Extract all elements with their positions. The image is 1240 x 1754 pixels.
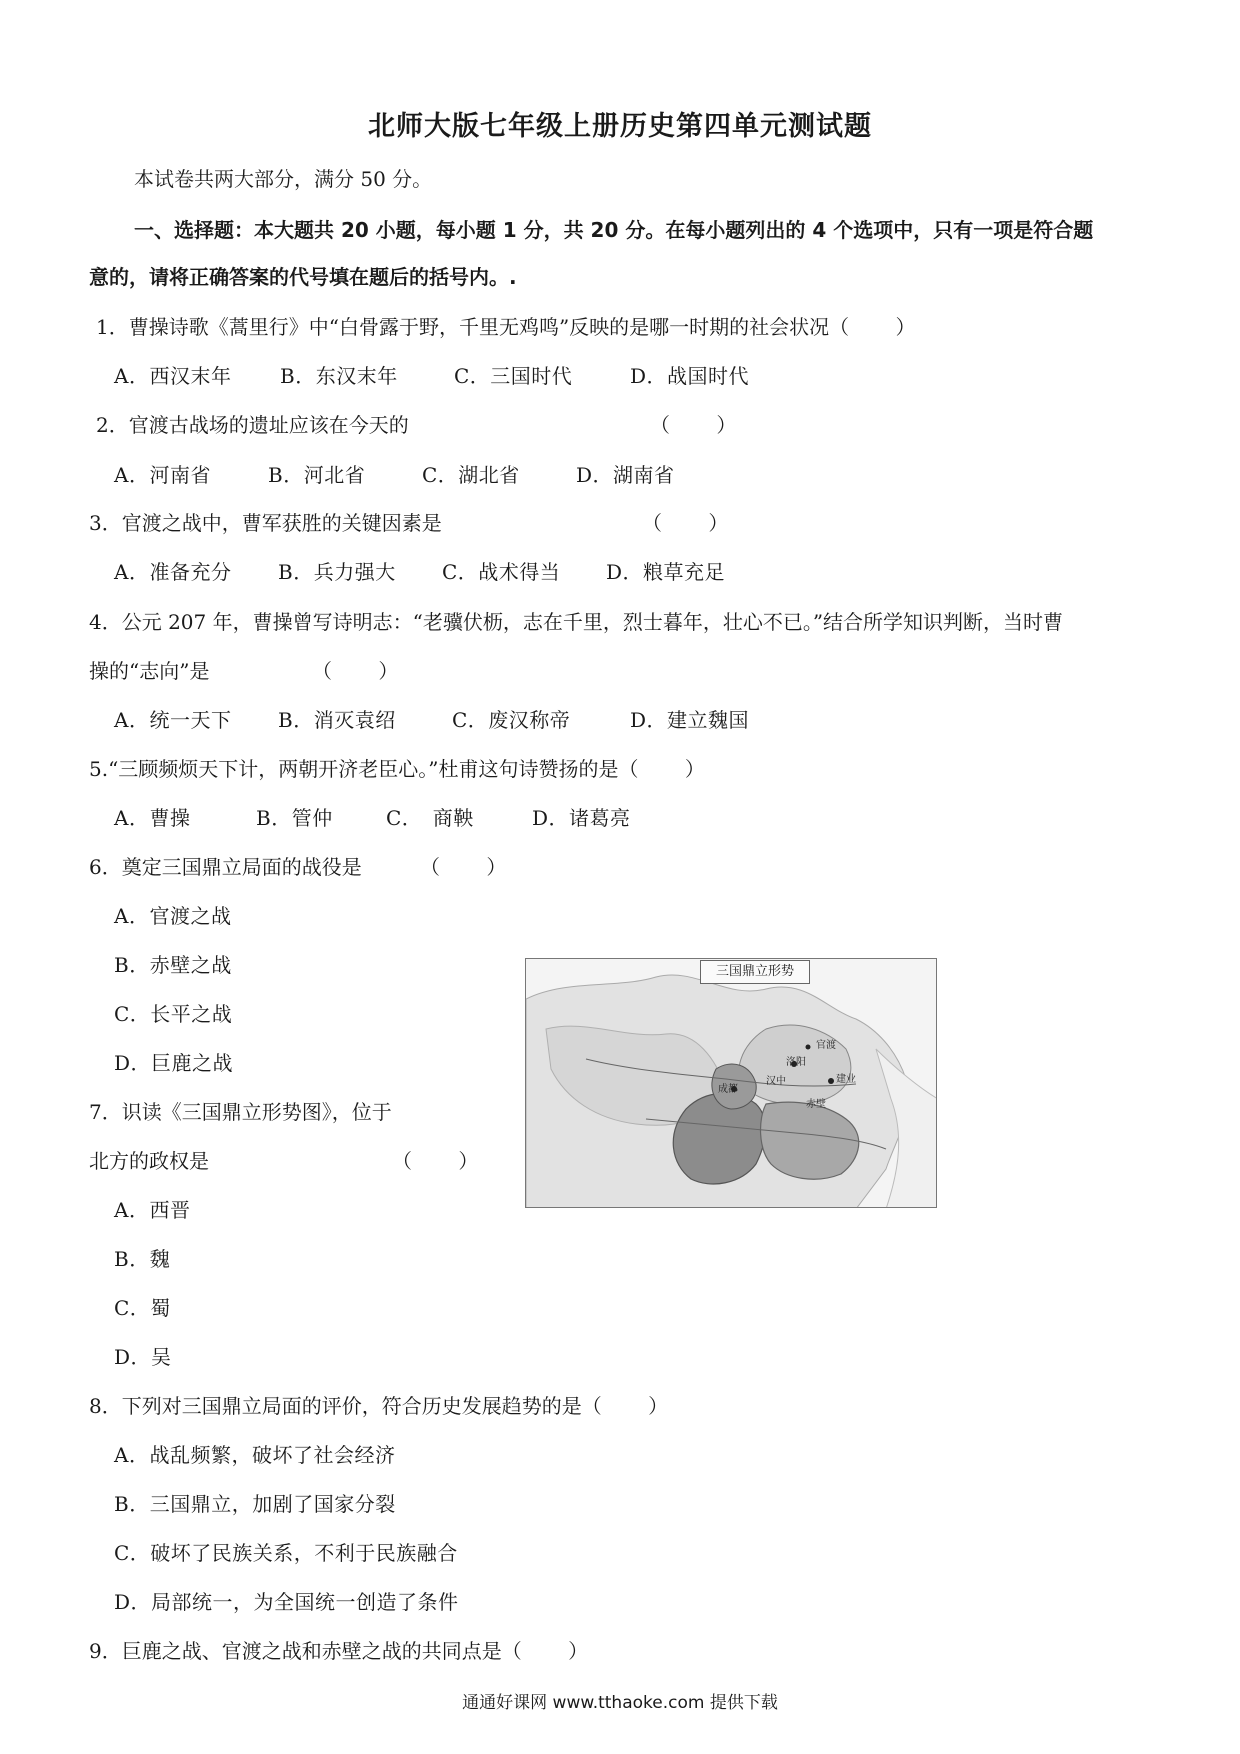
question-7-option-d: D．吴 bbox=[114, 1345, 172, 1369]
question-3-option-a: A．准备充分 bbox=[114, 560, 232, 584]
question-2-option-d: D．湖南省 bbox=[576, 463, 675, 487]
question-1-stem: 1．曹操诗歌《蒿里行》中“白骨露于野，千里无鸡鸣”反映的是哪一时期的社会状况（ ） bbox=[96, 315, 916, 339]
question-3-option-b: B．兵力强大 bbox=[278, 560, 396, 584]
question-7-option-c: C．蜀 bbox=[114, 1296, 171, 1320]
map-label-luoyang: 洛阳 bbox=[786, 1057, 806, 1068]
question-8-option-d: D．局部统一，为全国统一创造了条件 bbox=[114, 1590, 459, 1614]
question-7-stem-line2: 北方的政权是 bbox=[89, 1149, 209, 1173]
question-5-option-c: C． 商鞅 bbox=[386, 806, 474, 830]
question-6-stem: 6．奠定三国鼎立局面的战役是 bbox=[89, 855, 362, 879]
question-7-option-a: A．西晋 bbox=[114, 1198, 191, 1222]
question-8-option-c: C．破坏了民族关系，不利于民族融合 bbox=[114, 1541, 458, 1565]
question-4-stem-line2: 操的“志向”是 bbox=[89, 659, 210, 683]
question-8-stem: 8．下列对三国鼎立局面的评价，符合历史发展趋势的是（ ） bbox=[89, 1394, 669, 1418]
question-6-option-b: B．赤壁之战 bbox=[114, 953, 232, 977]
question-7-answer-paren: （ ） bbox=[392, 1149, 479, 1173]
intro-text: 本试卷共两大部分，满分 50 分。 bbox=[134, 167, 433, 191]
question-8-option-b: B．三国鼎立，加剧了国家分裂 bbox=[114, 1492, 396, 1516]
question-2-stem: 2．官渡古战场的遗址应该在今天的 bbox=[96, 413, 409, 437]
map-title: 三国鼎立形势 bbox=[700, 960, 810, 984]
question-2-option-b: B．河北省 bbox=[268, 463, 366, 487]
map-label-chibi: 赤壁 bbox=[806, 1099, 826, 1110]
question-8-option-a: A．战乱频繁，破坏了社会经济 bbox=[114, 1443, 396, 1467]
question-3-stem: 3．官渡之战中，曹军获胜的关键因素是 bbox=[89, 511, 442, 535]
question-1-option-a: A．西汉末年 bbox=[114, 364, 232, 388]
question-2-answer-paren: （ ） bbox=[650, 413, 737, 437]
section-heading-line2: 意的，请将正确答案的代号填在题后的括号内。. bbox=[89, 265, 517, 289]
question-1-option-d: D．战国时代 bbox=[630, 364, 750, 388]
question-4-option-a: A．统一天下 bbox=[114, 708, 232, 732]
question-6-option-d: D．巨鹿之战 bbox=[114, 1051, 234, 1075]
question-7-stem-line1: 7．识读《三国鼎立形势图》，位于 bbox=[89, 1100, 392, 1124]
question-5-option-b: B．管仲 bbox=[256, 806, 333, 830]
question-1-option-c: C．三国时代 bbox=[454, 364, 573, 388]
question-4-option-c: C．废汉称帝 bbox=[452, 708, 571, 732]
question-5-stem: 5.“三顾频烦天下计，两朝开济老臣心。”杜甫这句诗赞扬的是（ ） bbox=[89, 757, 705, 781]
footer-source: 通通好课网 www.tthaoke.com 提供下载 bbox=[462, 1693, 778, 1713]
question-4-option-d: D．建立魏国 bbox=[630, 708, 750, 732]
question-6-answer-paren: （ ） bbox=[420, 855, 507, 879]
map-label-jianye: 建业 bbox=[836, 1074, 856, 1085]
map-label-guandu: 官渡 bbox=[816, 1040, 836, 1051]
question-2-option-c: C．湖北省 bbox=[422, 463, 520, 487]
question-7-option-b: B．魏 bbox=[114, 1247, 171, 1271]
question-4-option-b: B．消灭袁绍 bbox=[278, 708, 396, 732]
map-label-chengdu: 成都 bbox=[718, 1084, 738, 1095]
question-4-answer-paren: （ ） bbox=[312, 659, 399, 683]
question-6-option-c: C．长平之战 bbox=[114, 1002, 233, 1026]
question-5-option-a: A．曹操 bbox=[114, 806, 191, 830]
question-1-option-b: B．东汉末年 bbox=[280, 364, 398, 388]
question-9-stem: 9．巨鹿之战、官渡之战和赤壁之战的共同点是（ ） bbox=[89, 1639, 589, 1663]
question-5-option-d: D．诸葛亮 bbox=[532, 806, 631, 830]
question-6-option-a: A．官渡之战 bbox=[114, 904, 232, 928]
question-3-answer-paren: （ ） bbox=[642, 511, 729, 535]
page-title: 北师大版七年级上册历史第四单元测试题 bbox=[368, 111, 872, 142]
map-label-hanzhong: 汉中 bbox=[766, 1076, 786, 1087]
question-3-option-c: C．战术得当 bbox=[442, 560, 561, 584]
question-4-stem-line1: 4．公元 207 年，曹操曾写诗明志：“老骥伏枥，志在千里，烈士暮年，壮心不已。”结合所学知识判断，当时曹 bbox=[89, 610, 1064, 634]
section-heading-line1: 一、选择题：本大题共 20 小题，每小题 1 分，共 20 分。在每小题列出的 4 个选项中，只有一项是符合题 bbox=[134, 218, 1094, 242]
question-2-option-a: A．河南省 bbox=[114, 463, 211, 487]
question-3-option-d: D．粮草充足 bbox=[606, 560, 726, 584]
